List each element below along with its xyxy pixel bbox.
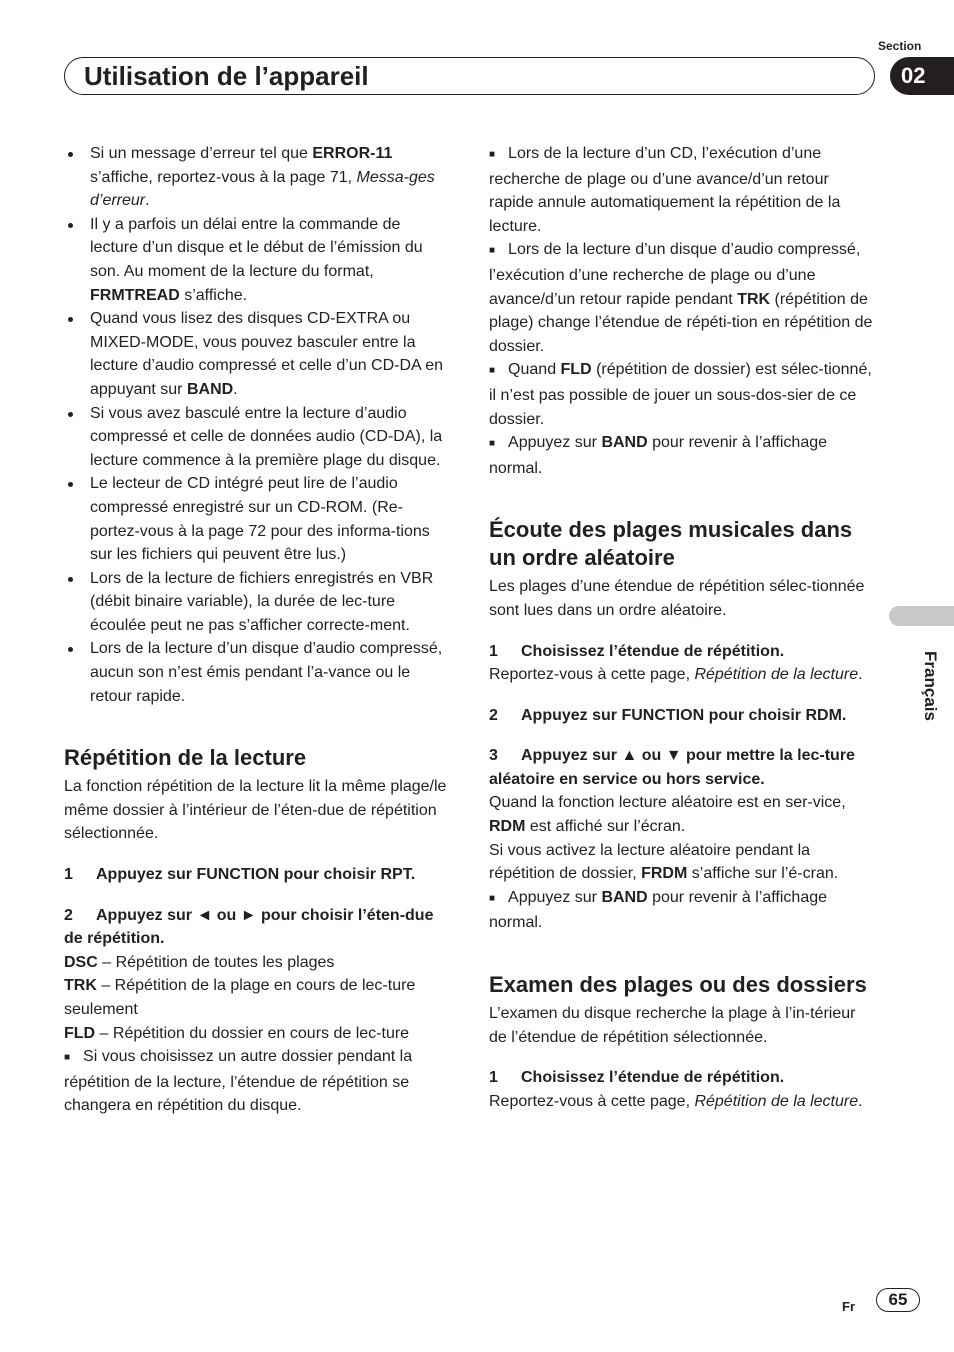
square-bullet-icon: ■ [489,438,496,450]
repeat-note: ■ Si vous choisissez un autre dossier pendant la répétition de la lecture, l’étendue de répétition se changera en répétition du disque. [64,1048,413,1115]
random-step-2: 2 Appuyez sur FUNCTION pour choisir RDM. [489,706,847,724]
repeat-intro: La fonction répétition de la lecture lit la même plage/le même dossier à l’intérieur de l’éten-due de répétition sélectionnée. [64,778,447,843]
square-bullet-icon: ■ [489,365,496,377]
repeat-option-dsc: DSC – Répétition de toutes les plages [64,953,335,971]
repeat-step-1: 1 Appuyez sur FUNCTION pour choisir RPT. [64,866,416,884]
random-text-2: Si vous activez la lecture aléatoire pendant la répétition de dossier, FRDM s’affiche sur l’é-cran. [489,841,839,883]
random-text-1: Quand la fonction lecture aléatoire est en ser-vice, RDM est affiché sur l’écran. [489,794,846,836]
list-item: Lors de la lecture de fichiers enregistrés en VBR (débit binaire variable), la durée de lec-ture écoulée peut ne pas s’afficher correcte-ment. [64,567,451,638]
scan-heading: Examen des plages ou des dossiers [489,972,867,998]
repeat-option-trk: TRK – Répétition de la plage en cours de lec-ture seulement [64,977,416,1018]
note-item: ■ Lors de la lecture d’un CD, l’exécution d’une recherche de plage ou d’une avance/d’un retour rapide annule automatiquement la répétition de la lecture. [489,145,841,235]
repeat-option-fld: FLD – Répétition du dossier en cours de lec-ture [64,1024,410,1042]
random-heading: Écoute des plages musicales dans un ordre aléatoire [489,517,853,571]
square-bullet-icon: ■ [489,892,496,904]
list-item: Quand vous lisez des disques CD-EXTRA ou MIXED-MODE, vous pouvez basculer entre la lecture d’audio compressé et celle d’un CD-DA en appuyant sur BAND. [64,307,451,401]
section-label: Section [878,39,922,53]
section-number: 02 [890,57,954,95]
page-title: Utilisation de l’appareil [84,61,369,91]
list-item: Si vous avez basculé entre la lecture d’audio compressé et celle de données audio (CD-DA), la lecture commence à la première plage du disque. [64,402,451,473]
note-item: ■ Lors de la lecture d’un disque d’audio compressé, l’exécution d’une recherche de plage ou d’une avance/d’un retour rapide pendant TRK (répétition de plage) change l’étendue de répéti-tion en répétition de dossier. [489,241,873,355]
scan-intro: L’examen du disque recherche la plage à l’in-térieur de l’étendue de répétition sélectionnée. [489,1005,856,1046]
repeat-step-2: 2 Appuyez sur ◄ ou ► pour choisir l’éten-due de répétition. [64,906,434,948]
repeat-heading: Répétition de la lecture [64,745,307,771]
footer-language: Fr [842,1299,855,1314]
square-bullet-icon: ■ [489,149,496,160]
random-step-1-text: Reportez-vous à cette page, Répétition de la lecture. [489,666,863,684]
note-item: ■ Appuyez sur BAND pour revenir à l’affichage normal. [489,434,828,477]
random-step-1: 1 Choisissez l’étendue de répétition. [489,642,785,660]
page-number: 65 [876,1288,920,1312]
list-item: Il y a parfois un délai entre la commande de lecture d’un disque et le début de l’émission du son. Au moment de la lecture du format, FRMTREAD s’affiche. [64,213,451,307]
random-note: ■ Appuyez sur BAND pour revenir à l’affichage normal. [489,888,828,932]
random-step-3: 3 Appuyez sur ▲ ou ▼ pour mettre la lec-ture aléatoire en service ou hors service. [489,747,855,788]
square-bullet-icon: ■ [64,1052,71,1064]
language-tab [889,606,954,626]
left-column [64,142,451,1118]
list-item: Si un message d’erreur tel que ERROR-11 s’affiche, reportez-vous à la page 71, Messa-ges d’erreur. [64,142,451,213]
list-item: Lors de la lecture d’un disque d’audio compressé, aucun son n’est émis pendant l’a-vance ou le retour rapide. [64,637,451,708]
random-intro: Les plages d’une étendue de répétition sélec-tionnée sont lues dans un ordre aléatoire. [489,578,865,619]
list-item: Le lecteur de CD intégré peut lire de l’audio compressé enregistré sur un CD-ROM. (Re-portez-vous à la page 72 pour des informa-tions sur les fichiers qui peuvent être lus.) [64,472,451,566]
scan-step-1-text: Reportez-vous à cette page, Répétition de la lecture. [489,1092,863,1110]
language-label: Français [921,651,940,721]
right-column [489,142,876,1113]
note-item: ■ Quand FLD (répétition de dossier) est sélec-tionné, il n’est pas possible de jouer un sous-dos-sier de ce dossier. [489,361,872,428]
scan-step-1: 1 Choisissez l’étendue de répétition. [489,1069,785,1087]
square-bullet-icon: ■ [489,245,496,257]
